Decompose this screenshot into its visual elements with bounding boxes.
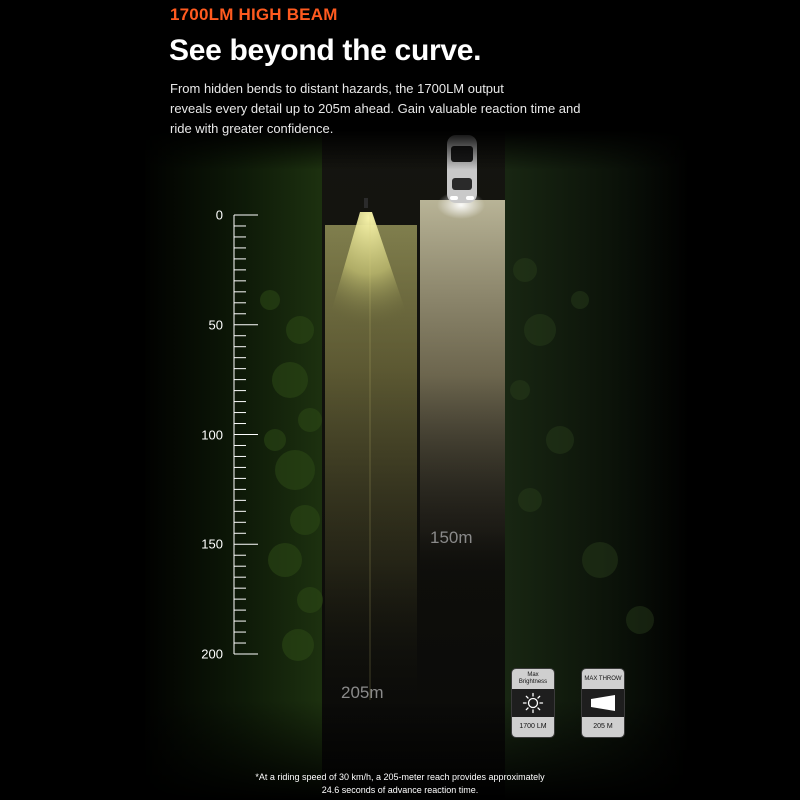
scale-label: 50	[208, 317, 223, 333]
beam-throw-icon	[582, 689, 624, 717]
eyebrow-title: 1700LM HIGH BEAM	[170, 5, 338, 24]
badge-value: 205 M	[582, 717, 624, 737]
intro-paragraph	[170, 79, 630, 139]
scale-label: 100	[201, 427, 223, 443]
page-headline: See beyond the curve.	[169, 34, 482, 67]
intro-line: From hidden bends to distant hazards, the 1700LM output	[170, 81, 504, 96]
badge-value: 1700 LM	[512, 717, 554, 737]
throw-badge	[581, 668, 625, 738]
badge-title: Max Brightness	[512, 669, 554, 689]
bike-beam-distance-label: 205m	[341, 683, 384, 702]
motorcycle-marker	[364, 198, 368, 208]
footnote	[0, 771, 800, 797]
intro-line: reveals every detail up to 205m ahead. Gain valuable reaction time and	[170, 101, 581, 116]
sun-icon	[512, 689, 554, 717]
footnote-line: *At a riding speed of 30 km/h, a 205-meter reach provides approximately	[255, 772, 545, 782]
brightness-badge	[511, 668, 555, 738]
car-beam-distance-label: 150m	[430, 528, 473, 547]
scale-label: 0	[215, 207, 223, 223]
scale-label: 150	[201, 536, 223, 552]
scale-label: 200	[201, 646, 223, 662]
badge-title: MAX THROW	[582, 669, 624, 689]
intro-line: ride with greater confidence.	[170, 121, 334, 136]
footnote-line: 24.6 seconds of advance reaction time.	[321, 785, 479, 795]
